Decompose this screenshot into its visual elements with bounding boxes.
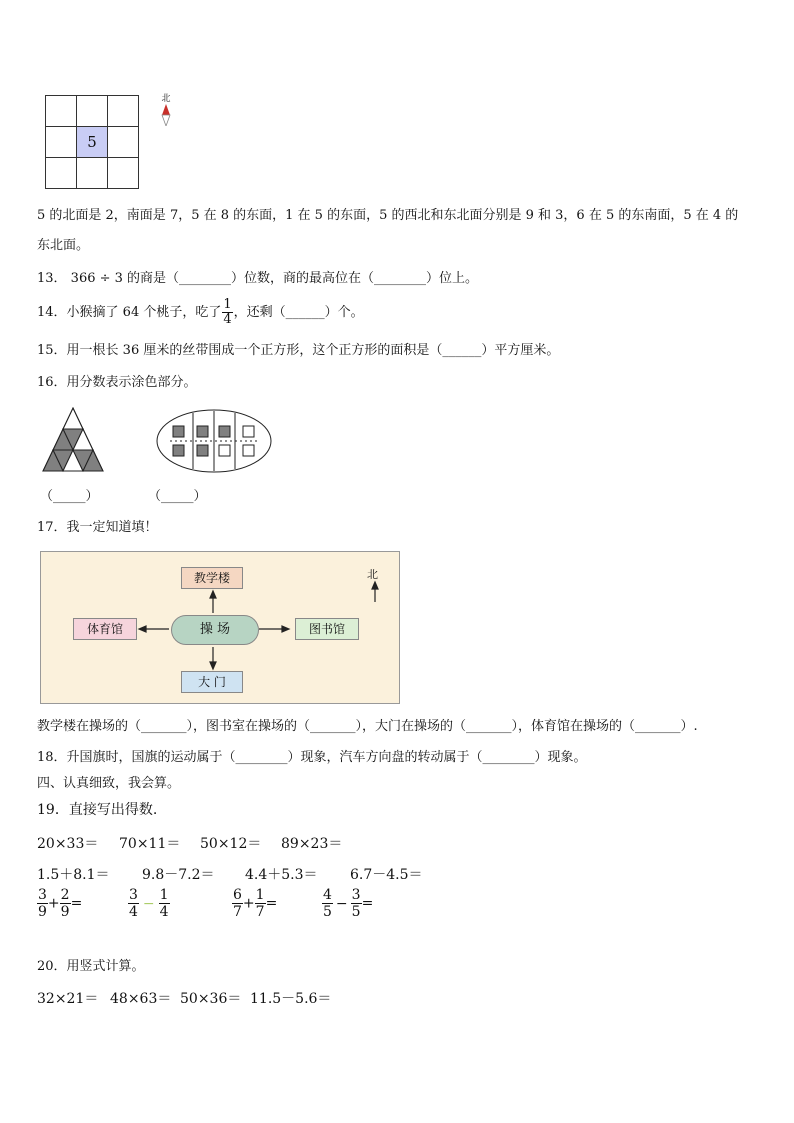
grid-cell bbox=[46, 158, 77, 189]
campus-map bbox=[40, 551, 400, 704]
frac-op: − bbox=[142, 895, 155, 912]
north-label: 北 bbox=[161, 94, 171, 104]
frac-eq: = bbox=[361, 895, 374, 912]
compass-arrow-icon bbox=[160, 104, 172, 126]
q20-item: 48×63＝ bbox=[110, 991, 172, 1007]
q17-answer-line: 教学楼在操场的（_______），图书室在操场的（_______），大门在操场的（_______），体育馆在操场的（_______）. bbox=[37, 719, 698, 734]
q18-text: 18．升国旗时，国旗的运动属于（________）现象，汽车方向盘的转动属于（________）现象。 bbox=[37, 750, 587, 765]
q16-blank1: （_____） bbox=[40, 489, 99, 504]
q19-row1-item: 20×33＝ bbox=[37, 836, 99, 852]
frac-den: 9 bbox=[60, 904, 70, 920]
grid-cell bbox=[108, 127, 139, 158]
q20-item: 11.5－5.6＝ bbox=[250, 991, 332, 1007]
q17-text: 17．我一定知道填！ bbox=[37, 520, 158, 535]
frac-num: 2 bbox=[60, 887, 70, 903]
frac-num: 3 bbox=[129, 887, 138, 903]
q19-row2-item: 4.4＋5.3＝ bbox=[245, 867, 318, 883]
q20-item: 50×36＝ bbox=[180, 991, 242, 1007]
map-north-box: 教学楼 bbox=[181, 567, 243, 589]
map-east-box: 图书馆 bbox=[295, 618, 359, 640]
q14-frac-num: 1 bbox=[223, 297, 232, 312]
q14-post: ，还剩（______）个。 bbox=[233, 305, 364, 320]
q15-text: 15．用一根长 36 厘米的丝带围成一个正方形，这个正方形的面积是（______）平方厘米。 bbox=[37, 343, 560, 358]
frac-num: 1 bbox=[255, 887, 265, 903]
grid-cell bbox=[46, 127, 77, 158]
frac-num: 3 bbox=[38, 887, 47, 903]
q14-pre: 14．小猴摘了 64 个桃子，吃了 bbox=[37, 305, 222, 320]
q19-frac-item bbox=[128, 887, 170, 920]
frac-op: + bbox=[47, 895, 60, 912]
q19-row2-item: 6.7－4.5＝ bbox=[350, 867, 423, 883]
frac-op: + bbox=[242, 895, 255, 912]
q20-item: 32×21＝ bbox=[37, 991, 99, 1007]
frac-num: 4 bbox=[323, 887, 332, 903]
grid-cell bbox=[77, 96, 108, 127]
grid-cell bbox=[46, 96, 77, 127]
frac-den: 4 bbox=[159, 904, 169, 920]
q19-row2-item: 9.8－7.2＝ bbox=[142, 867, 215, 883]
q19-frac-item bbox=[37, 887, 82, 920]
q19-row1-item: 89×23＝ bbox=[281, 836, 343, 852]
map-west-box: 体育馆 bbox=[73, 618, 137, 640]
q13-text: 13． 366 ÷ 3 的商是（________）位数，商的最高位在（________）位上。 bbox=[37, 271, 479, 286]
frac-den: 9 bbox=[38, 904, 47, 920]
frac-den: 7 bbox=[255, 904, 265, 920]
frac-num: 3 bbox=[351, 887, 361, 903]
q19-row1-item: 70×11＝ bbox=[119, 836, 181, 852]
q14-frac-den: 4 bbox=[223, 312, 232, 327]
grid-cell bbox=[108, 96, 139, 127]
frac-num: 1 bbox=[159, 887, 169, 903]
q19-title: 19．直接写出得数. bbox=[37, 802, 158, 818]
q14 bbox=[37, 298, 364, 327]
q16-blank2: （_____） bbox=[148, 489, 207, 504]
q19-row2-item: 1.5＋8.1＝ bbox=[37, 867, 110, 883]
frac-op: − bbox=[335, 895, 348, 912]
q20-title: 20．用竖式计算。 bbox=[37, 959, 145, 974]
q16-text: 16．用分数表示涂色部分。 bbox=[37, 375, 197, 390]
frac-den: 4 bbox=[129, 904, 138, 920]
map-arrows bbox=[41, 552, 399, 703]
q12-answer-line2: 东北面。 bbox=[37, 238, 90, 253]
map-center-box: 操 场 bbox=[171, 615, 259, 645]
map-compass-label: 北 bbox=[367, 568, 378, 581]
frac-den: 7 bbox=[233, 904, 242, 920]
q14-fraction bbox=[222, 298, 232, 327]
frac-num: 6 bbox=[233, 887, 242, 903]
ellipse-squares-figure bbox=[155, 408, 273, 474]
grid-cell bbox=[77, 158, 108, 189]
grid-cell bbox=[108, 158, 139, 189]
number-grid bbox=[45, 95, 139, 189]
grid-cell-center: 5 bbox=[77, 127, 108, 158]
q19-frac-item bbox=[322, 887, 373, 920]
map-south-box: 大 门 bbox=[181, 671, 243, 693]
section4-title: 四、认真细致，我会算。 bbox=[37, 776, 181, 791]
q19-row1-item: 50×12＝ bbox=[200, 836, 262, 852]
frac-eq: = bbox=[265, 895, 278, 912]
frac-eq: = bbox=[70, 895, 83, 912]
north-compass bbox=[159, 94, 173, 130]
frac-den: 5 bbox=[323, 904, 332, 920]
frac-den: 5 bbox=[351, 904, 361, 920]
triangle-figure bbox=[40, 406, 106, 472]
q19-frac-item bbox=[232, 887, 277, 920]
q12-answer-line1: 5 的北面是 2，南面是 7，5 在 8 的东面，1 在 5 的东面，5 的西北和东北面分别是 9 和 3，6 在 5 的东南面，5 在 4 的 bbox=[37, 208, 739, 223]
